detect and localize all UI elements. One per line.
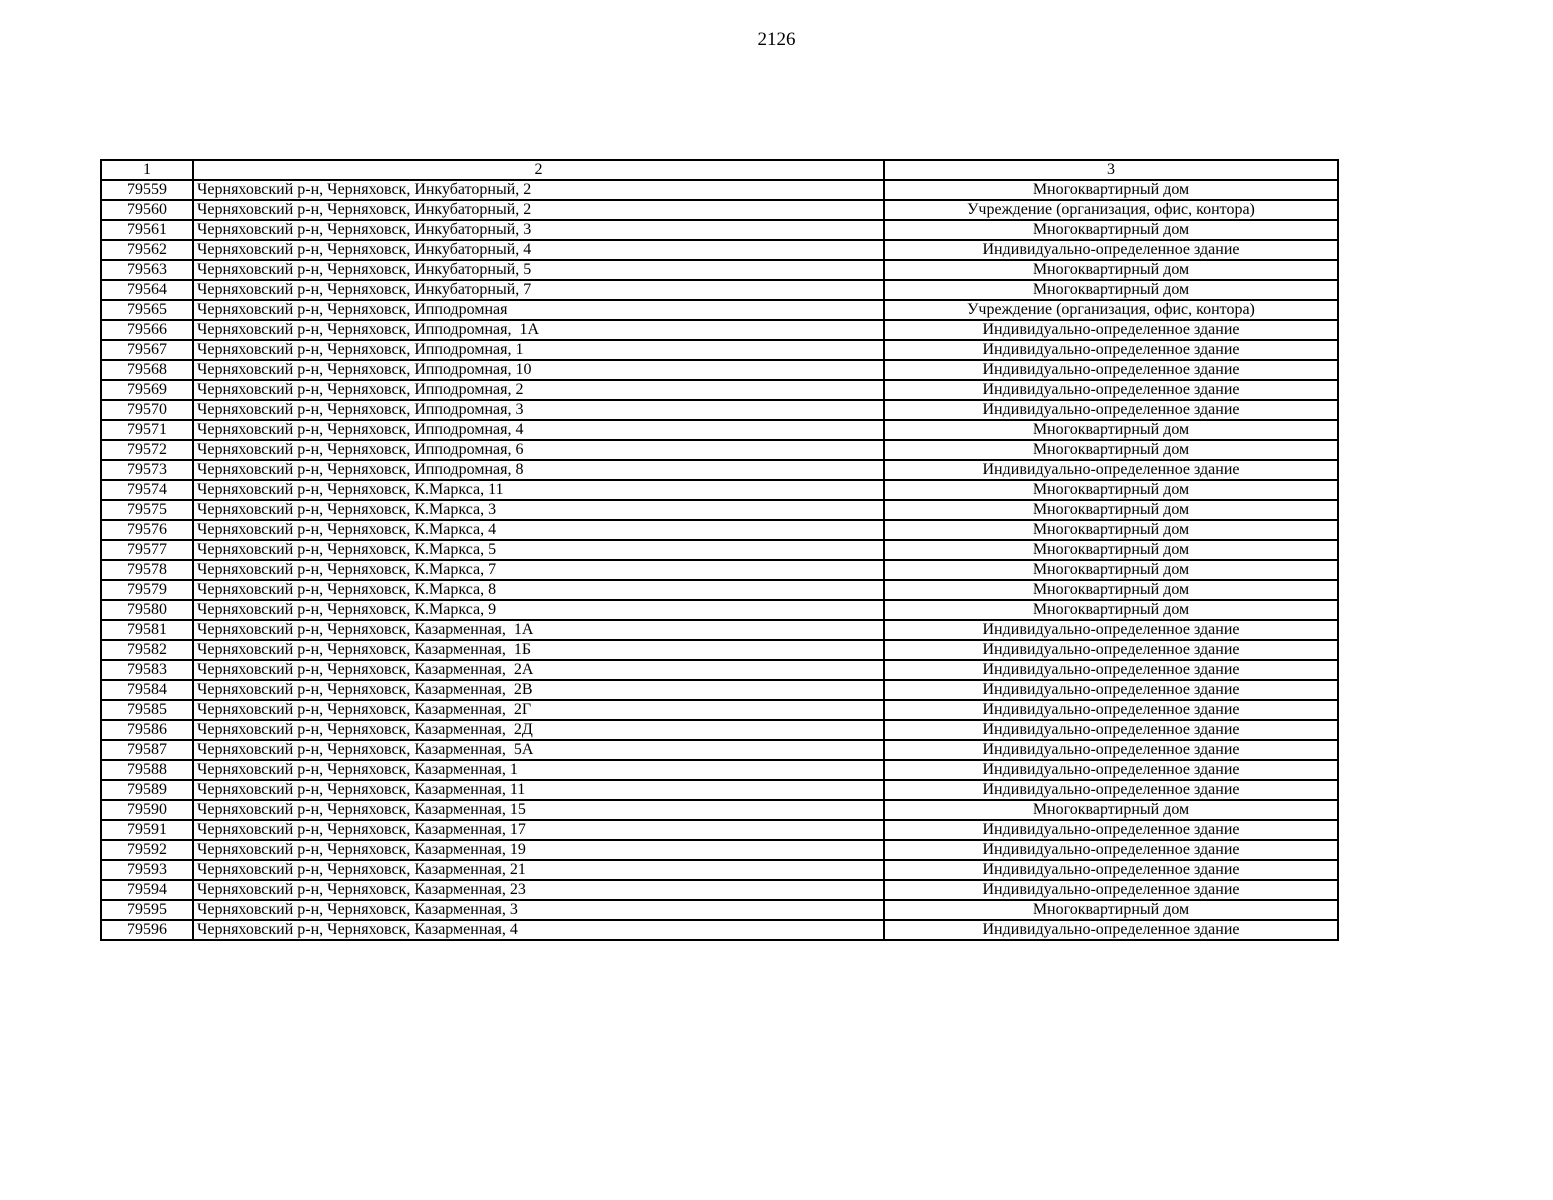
address-cell: Черняховский р-н, Черняховск, Инкубаторный, 3 (193, 220, 884, 240)
record-number-cell: 79583 (101, 660, 193, 680)
address-cell: Черняховский р-н, Черняховск, Казарменная, 19 (193, 840, 884, 860)
record-number-cell: 79570 (101, 400, 193, 420)
address-cell: Черняховский р-н, Черняховск, Ипподромная, 6 (193, 440, 884, 460)
record-number-cell: 79582 (101, 640, 193, 660)
building-type-cell: Индивидуально-определенное здание (884, 360, 1338, 380)
record-number-cell: 79562 (101, 240, 193, 260)
table-row (101, 800, 1338, 820)
building-type-cell: Многоквартирный дом (884, 500, 1338, 520)
table-row (101, 820, 1338, 840)
record-number-cell: 79568 (101, 360, 193, 380)
building-type-cell: Индивидуально-определенное здание (884, 780, 1338, 800)
record-number-cell: 79571 (101, 420, 193, 440)
table-row (101, 860, 1338, 880)
building-type-cell: Индивидуально-определенное здание (884, 380, 1338, 400)
record-number-cell: 79585 (101, 700, 193, 720)
building-type-cell: Многоквартирный дом (884, 520, 1338, 540)
building-type-cell: Индивидуально-определенное здание (884, 700, 1338, 720)
address-cell: Черняховский р-н, Черняховск, Ипподромная, 4 (193, 420, 884, 440)
table-row (101, 280, 1338, 300)
building-type-cell: Многоквартирный дом (884, 560, 1338, 580)
record-number-cell: 79574 (101, 480, 193, 500)
building-type-cell: Индивидуально-определенное здание (884, 840, 1338, 860)
building-type-cell: Многоквартирный дом (884, 280, 1338, 300)
building-type-cell: Индивидуально-определенное здание (884, 400, 1338, 420)
address-cell: Черняховский р-н, Черняховск, Казарменная, 1А (193, 620, 884, 640)
address-cell: Черняховский р-н, Черняховск, К.Маркса, 3 (193, 500, 884, 520)
record-number-cell: 79592 (101, 840, 193, 860)
table-row (101, 840, 1338, 860)
table-row (101, 880, 1338, 900)
address-cell: Черняховский р-н, Черняховск, Казарменная, 5А (193, 740, 884, 760)
table-row (101, 380, 1338, 400)
address-cell: Черняховский р-н, Черняховск, Ипподромная, 8 (193, 460, 884, 480)
address-cell: Черняховский р-н, Черняховск, Инкубаторный, 5 (193, 260, 884, 280)
building-type-cell: Индивидуально-определенное здание (884, 740, 1338, 760)
table-header-row (101, 160, 1338, 180)
record-number-cell: 79577 (101, 540, 193, 560)
table-row (101, 540, 1338, 560)
building-type-cell: Индивидуально-определенное здание (884, 680, 1338, 700)
address-cell: Черняховский р-н, Черняховск, К.Маркса, 5 (193, 540, 884, 560)
record-number-cell: 79586 (101, 720, 193, 740)
record-number-cell: 79576 (101, 520, 193, 540)
table-row (101, 720, 1338, 740)
column-header-3: 3 (884, 160, 1338, 180)
record-number-cell: 79584 (101, 680, 193, 700)
table-row (101, 500, 1338, 520)
address-cell: Черняховский р-н, Черняховск, Ипподромная, 1 (193, 340, 884, 360)
table-row (101, 680, 1338, 700)
record-number-cell: 79594 (101, 880, 193, 900)
building-type-cell: Многоквартирный дом (884, 420, 1338, 440)
building-type-cell: Многоквартирный дом (884, 800, 1338, 820)
address-cell: Черняховский р-н, Черняховск, Казарменная, 3 (193, 900, 884, 920)
address-cell: Черняховский р-н, Черняховск, К.Маркса, 11 (193, 480, 884, 500)
record-number-cell: 79563 (101, 260, 193, 280)
address-cell: Черняховский р-н, Черняховск, Ипподромная (193, 300, 884, 320)
table-row (101, 440, 1338, 460)
address-cell: Черняховский р-н, Черняховск, Казарменная, 23 (193, 880, 884, 900)
building-type-cell: Многоквартирный дом (884, 480, 1338, 500)
address-cell: Черняховский р-н, Черняховск, Ипподромная, 1А (193, 320, 884, 340)
record-number-cell: 79569 (101, 380, 193, 400)
column-header-1: 1 (101, 160, 193, 180)
building-type-cell: Многоквартирный дом (884, 220, 1338, 240)
address-cell: Черняховский р-н, Черняховск, К.Маркса, 4 (193, 520, 884, 540)
building-type-cell: Многоквартирный дом (884, 600, 1338, 620)
table-row (101, 600, 1338, 620)
address-cell: Черняховский р-н, Черняховск, Казарменная, 21 (193, 860, 884, 880)
record-number-cell: 79587 (101, 740, 193, 760)
building-type-cell: Индивидуально-определенное здание (884, 720, 1338, 740)
table-row (101, 580, 1338, 600)
table-row (101, 740, 1338, 760)
column-header-2: 2 (193, 160, 884, 180)
table-row (101, 760, 1338, 780)
building-type-cell: Многоквартирный дом (884, 260, 1338, 280)
record-number-cell: 79573 (101, 460, 193, 480)
record-number-cell: 79580 (101, 600, 193, 620)
table-row (101, 900, 1338, 920)
table-row (101, 560, 1338, 580)
table-row (101, 180, 1338, 200)
table-row (101, 640, 1338, 660)
building-type-cell: Учреждение (организация, офис, контора) (884, 200, 1338, 220)
table-row (101, 320, 1338, 340)
table-row (101, 220, 1338, 240)
record-number-cell: 79578 (101, 560, 193, 580)
address-cell: Черняховский р-н, Черняховск, К.Маркса, 9 (193, 600, 884, 620)
table-row (101, 920, 1338, 940)
address-cell: Черняховский р-н, Черняховск, Ипподромная, 3 (193, 400, 884, 420)
page-number: 2126 (757, 29, 796, 50)
address-cell: Черняховский р-н, Черняховск, Инкубаторный, 7 (193, 280, 884, 300)
address-cell: Черняховский р-н, Черняховск, К.Маркса, 7 (193, 560, 884, 580)
building-type-cell: Многоквартирный дом (884, 440, 1338, 460)
table-row (101, 520, 1338, 540)
table-row (101, 300, 1338, 320)
building-type-cell: Учреждение (организация, офис, контора) (884, 300, 1338, 320)
building-type-cell: Индивидуально-определенное здание (884, 640, 1338, 660)
record-number-cell: 79591 (101, 820, 193, 840)
record-number-cell: 79572 (101, 440, 193, 460)
address-cell: Черняховский р-н, Черняховск, Инкубаторный, 2 (193, 200, 884, 220)
table-row (101, 420, 1338, 440)
record-number-cell: 79565 (101, 300, 193, 320)
table-row (101, 340, 1338, 360)
registry-table (100, 159, 1339, 941)
address-cell: Черняховский р-н, Черняховск, Инкубаторный, 4 (193, 240, 884, 260)
table-row (101, 780, 1338, 800)
address-cell: Черняховский р-н, Черняховск, К.Маркса, 8 (193, 580, 884, 600)
building-type-cell: Индивидуально-определенное здание (884, 880, 1338, 900)
record-number-cell: 79566 (101, 320, 193, 340)
record-number-cell: 79560 (101, 200, 193, 220)
address-cell: Черняховский р-н, Черняховск, Казарменная, 11 (193, 780, 884, 800)
record-number-cell: 79561 (101, 220, 193, 240)
building-type-cell: Многоквартирный дом (884, 900, 1338, 920)
address-cell: Черняховский р-н, Черняховск, Казарменная, 2А (193, 660, 884, 680)
address-cell: Черняховский р-н, Черняховск, Казарменная, 1Б (193, 640, 884, 660)
address-cell: Черняховский р-н, Черняховск, Ипподромная, 2 (193, 380, 884, 400)
registry-table-body (101, 160, 1338, 940)
building-type-cell: Многоквартирный дом (884, 540, 1338, 560)
address-cell: Черняховский р-н, Черняховск, Казарменная, 2В (193, 680, 884, 700)
record-number-cell: 79595 (101, 900, 193, 920)
record-number-cell: 79593 (101, 860, 193, 880)
building-type-cell: Индивидуально-определенное здание (884, 340, 1338, 360)
address-cell: Черняховский р-н, Черняховск, Инкубаторный, 2 (193, 180, 884, 200)
record-number-cell: 79564 (101, 280, 193, 300)
record-number-cell: 79575 (101, 500, 193, 520)
building-type-cell: Индивидуально-определенное здание (884, 920, 1338, 940)
address-cell: Черняховский р-н, Черняховск, Казарменная, 2Д (193, 720, 884, 740)
building-type-cell: Индивидуально-определенное здание (884, 320, 1338, 340)
building-type-cell: Индивидуально-определенное здание (884, 620, 1338, 640)
record-number-cell: 79596 (101, 920, 193, 940)
building-type-cell: Индивидуально-определенное здание (884, 760, 1338, 780)
record-number-cell: 79590 (101, 800, 193, 820)
table-row (101, 460, 1338, 480)
building-type-cell: Индивидуально-определенное здание (884, 820, 1338, 840)
address-cell: Черняховский р-н, Черняховск, Казарменная, 1 (193, 760, 884, 780)
record-number-cell: 79567 (101, 340, 193, 360)
record-number-cell: 79579 (101, 580, 193, 600)
building-type-cell: Индивидуально-определенное здание (884, 860, 1338, 880)
address-cell: Черняховский р-н, Черняховск, Казарменная, 17 (193, 820, 884, 840)
building-type-cell: Многоквартирный дом (884, 580, 1338, 600)
record-number-cell: 79588 (101, 760, 193, 780)
table-row (101, 620, 1338, 640)
table-row (101, 400, 1338, 420)
table-row (101, 480, 1338, 500)
table-row (101, 660, 1338, 680)
address-cell: Черняховский р-н, Черняховск, Казарменная, 2Г (193, 700, 884, 720)
record-number-cell: 79589 (101, 780, 193, 800)
record-number-cell: 79559 (101, 180, 193, 200)
building-type-cell: Индивидуально-определенное здание (884, 660, 1338, 680)
address-cell: Черняховский р-н, Черняховск, Казарменная, 4 (193, 920, 884, 940)
table-row (101, 260, 1338, 280)
table-row (101, 700, 1338, 720)
building-type-cell: Индивидуально-определенное здание (884, 460, 1338, 480)
table-row (101, 240, 1338, 260)
table-row (101, 360, 1338, 380)
address-cell: Черняховский р-н, Черняховск, Ипподромная, 10 (193, 360, 884, 380)
building-type-cell: Многоквартирный дом (884, 180, 1338, 200)
building-type-cell: Индивидуально-определенное здание (884, 240, 1338, 260)
record-number-cell: 79581 (101, 620, 193, 640)
address-cell: Черняховский р-н, Черняховск, Казарменная, 15 (193, 800, 884, 820)
table-row (101, 200, 1338, 220)
